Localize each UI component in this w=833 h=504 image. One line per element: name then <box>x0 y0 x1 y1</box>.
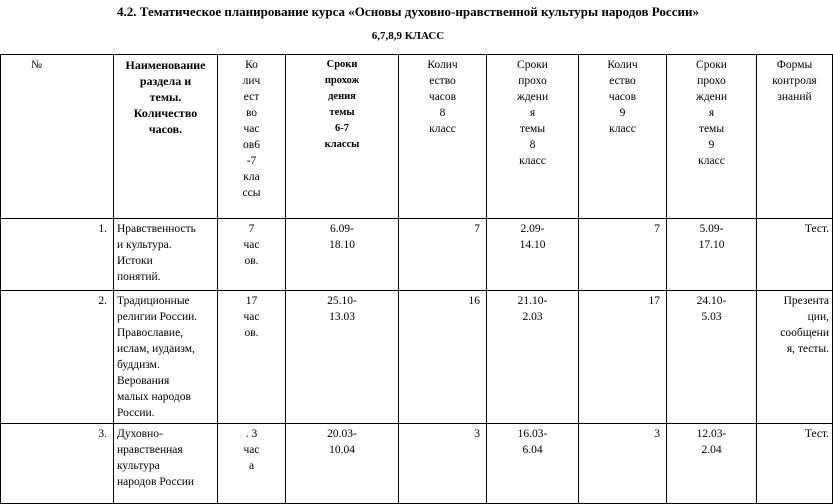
cell-line: я <box>708 107 715 119</box>
header-control <box>757 55 833 219</box>
cell-line: и культура. <box>117 239 172 251</box>
cell-line: понятий. <box>117 271 161 283</box>
cell-line: 20.03- <box>327 428 357 440</box>
cell-line: 6.09- <box>330 223 354 235</box>
cell-line: ов6 <box>243 139 260 151</box>
row-dates-6-7 <box>286 219 399 291</box>
cell-line: класс <box>519 155 546 167</box>
cell-line: раздела и <box>139 74 192 88</box>
cell-line: ссы <box>242 187 261 199</box>
cell-line: часов <box>608 91 637 103</box>
row-hours <box>218 424 286 504</box>
cell-line: я <box>529 107 536 119</box>
cell-line: России. <box>117 407 155 419</box>
cell-line: буддизм. <box>117 359 160 371</box>
row-name <box>114 219 218 291</box>
row-dates-9 <box>667 424 757 504</box>
cell-line: класс <box>609 123 636 135</box>
cell-line: часов. <box>148 122 183 136</box>
header-hours <box>218 55 286 219</box>
cell-line: ждени <box>516 91 549 103</box>
cell-line: прохо <box>697 75 726 87</box>
cell-line: Колич <box>607 59 638 71</box>
cell-line: час <box>243 311 260 323</box>
cell-line: . 3 <box>245 428 258 440</box>
row-name <box>114 424 218 504</box>
cell-line: Тест. <box>804 428 829 440</box>
cell-line: нравственная <box>117 444 183 456</box>
cell-line: религии России. <box>117 311 198 323</box>
row-dates-8 <box>487 291 579 424</box>
row-hours-9: 3 <box>579 424 667 504</box>
cell-line: ислам, иудаизм, <box>117 343 195 355</box>
cell-line: 5.03 <box>701 311 722 323</box>
cell-line: час <box>243 239 260 251</box>
cell-line: Формы <box>776 59 813 71</box>
table-row <box>1 219 833 291</box>
row-control <box>757 291 833 424</box>
row-hours <box>218 219 286 291</box>
row-hours-9: 17 <box>579 291 667 424</box>
cell-line: Количество <box>133 106 198 120</box>
row-dates-9 <box>667 219 757 291</box>
row-dates-9 <box>667 291 757 424</box>
cell-line: темы <box>329 107 355 118</box>
cell-line: Православие, <box>117 327 184 339</box>
row-hours-8: 7 <box>399 219 487 291</box>
cell-line: час <box>243 444 260 456</box>
row-hours <box>218 291 286 424</box>
row-dates-6-7 <box>286 424 399 504</box>
cell-line: 16.03- <box>517 428 548 440</box>
row-control <box>757 219 833 291</box>
cell-line: культура <box>117 460 160 472</box>
cell-line: народов России <box>117 476 194 488</box>
row-dates-6-7 <box>286 291 399 424</box>
cell-line: 12.03- <box>696 428 727 440</box>
cell-line: 13.03 <box>329 311 355 323</box>
cell-line: дения <box>328 91 356 102</box>
cell-line: Колич <box>427 59 458 71</box>
cell-line: 14.10 <box>519 239 546 251</box>
cell-line: 10.04 <box>329 444 355 456</box>
cell-line: 5.09- <box>699 223 724 235</box>
cell-line: Презента <box>783 295 829 307</box>
cell-line: Духовно- <box>117 428 163 440</box>
row-number: 1. <box>1 219 114 291</box>
cell-line: 2.03 <box>522 311 543 323</box>
cell-line: 9 <box>708 139 715 151</box>
row-number: 2. <box>1 291 114 424</box>
cell-line: знаний <box>777 91 812 103</box>
planning-table <box>0 54 833 504</box>
cell-line: Сроки <box>326 59 358 70</box>
cell-line: Ко <box>245 59 258 71</box>
header-hours-8 <box>399 55 487 219</box>
cell-line: 24.10- <box>696 295 727 307</box>
header-dates-9 <box>667 55 757 219</box>
cell-line: а <box>248 460 255 472</box>
header-number: № <box>1 55 114 219</box>
cell-line: кла <box>243 171 260 183</box>
cell-line: ов. <box>244 255 259 267</box>
cell-line: ов. <box>244 327 259 339</box>
cell-line: классы <box>324 139 360 150</box>
cell-line: прохож <box>324 75 360 86</box>
cell-line: 21.10- <box>517 295 548 307</box>
row-name <box>114 291 218 424</box>
row-number: 3. <box>1 424 114 504</box>
cell-line: ество <box>609 75 636 87</box>
row-control <box>757 424 833 504</box>
cell-line: 25.10- <box>327 295 357 307</box>
cell-line: класс <box>698 155 725 167</box>
cell-line: ество <box>429 75 456 87</box>
cell-line: темы <box>519 123 546 135</box>
cell-line: часов <box>428 91 457 103</box>
table-row <box>1 424 833 504</box>
cell-line: Сроки <box>696 59 727 71</box>
header-name <box>114 55 218 219</box>
cell-line: Верования <box>117 375 170 387</box>
row-dates-8 <box>487 219 579 291</box>
cell-line: малых народов <box>117 391 191 403</box>
cell-line: Нравственность <box>117 223 196 235</box>
cell-line: прохо <box>518 75 547 87</box>
cell-line: ции, <box>807 311 829 323</box>
cell-line: контроля <box>772 75 817 87</box>
row-hours-9: 7 <box>579 219 667 291</box>
cell-line: темы. <box>149 90 182 104</box>
document-subtitle: 6,7,8,9 КЛАСС <box>371 30 445 42</box>
row-hours-8: 3 <box>399 424 487 504</box>
cell-line: 8 <box>529 139 536 151</box>
cell-line: 6.04 <box>522 444 543 456</box>
cell-line: 7 <box>248 223 255 235</box>
cell-line: во <box>245 107 258 119</box>
row-dates-8 <box>487 424 579 504</box>
cell-line: час <box>243 123 260 135</box>
cell-line: ест <box>243 91 260 103</box>
cell-line: сообщени <box>780 327 829 339</box>
cell-line: Традиционные <box>117 295 190 307</box>
document-title: 4.2. Тематическое планирование курса «Основы духовно-нравственной культуры народов России» <box>117 4 699 19</box>
cell-line: Наименование <box>125 58 206 72</box>
cell-line: 9 <box>619 107 626 119</box>
cell-line: Сроки <box>517 59 548 71</box>
header-dates-8 <box>487 55 579 219</box>
table-row <box>1 291 833 424</box>
cell-line: лич <box>242 75 261 87</box>
cell-line: я, тесты. <box>786 343 829 355</box>
cell-line: 17 <box>245 295 258 307</box>
row-hours-8: 16 <box>399 291 487 424</box>
cell-line: ждени <box>695 91 728 103</box>
cell-line: темы <box>698 123 725 135</box>
cell-line: 2.09- <box>520 223 545 235</box>
cell-line: Тест. <box>804 223 829 235</box>
cell-line: 18.10 <box>329 239 355 251</box>
cell-line: 17.10 <box>698 239 725 251</box>
cell-line: 8 <box>439 107 446 119</box>
header-row <box>1 55 833 219</box>
cell-line: 2.04 <box>701 444 722 456</box>
cell-line: 6-7 <box>335 123 349 134</box>
cell-line: класс <box>429 123 456 135</box>
header-hours-9 <box>579 55 667 219</box>
header-dates-6-7 <box>286 55 399 219</box>
cell-line: -7 <box>246 155 257 167</box>
cell-line: Истоки <box>117 255 153 267</box>
